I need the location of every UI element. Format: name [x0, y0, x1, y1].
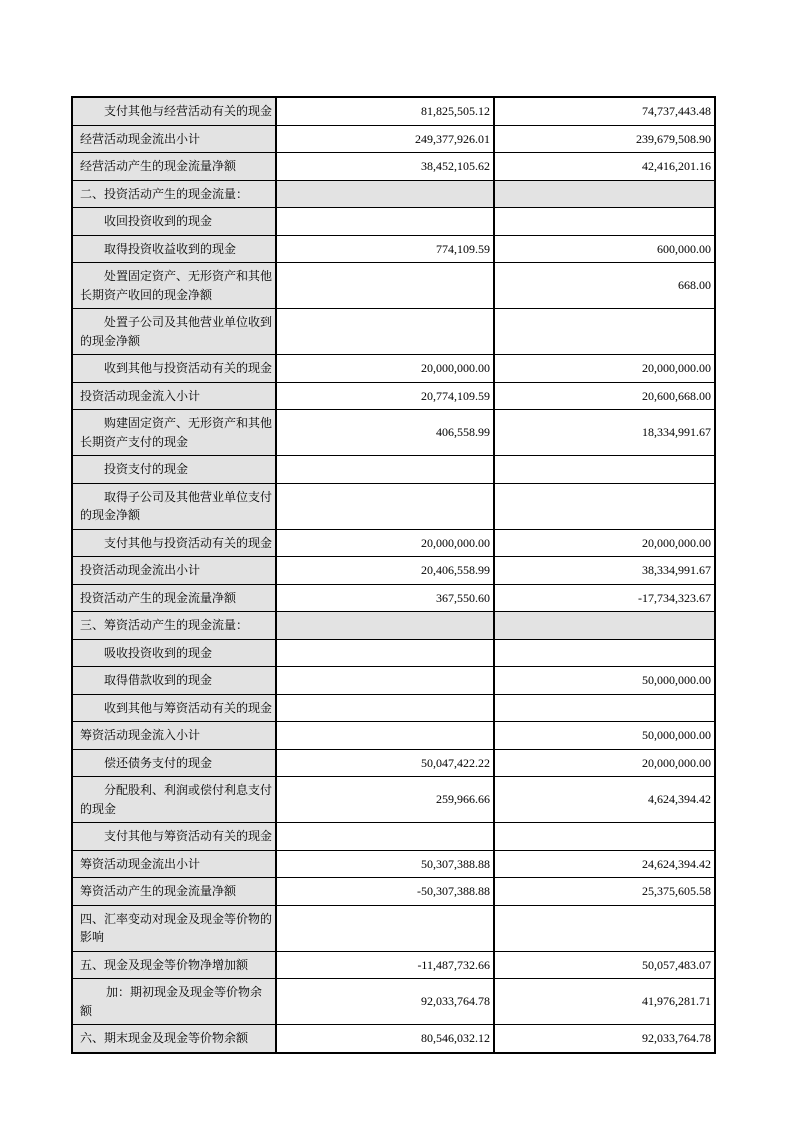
- amount-cell-prior: 20,600,668.00: [494, 382, 715, 410]
- table-row: [72, 584, 715, 612]
- row-label-cell: 加：期初现金及现金等价物余额: [72, 979, 276, 1025]
- row-label-cell: 投资活动产生的现金流量净额: [72, 584, 276, 612]
- amount-cell-current: [276, 823, 494, 851]
- table-row: [72, 1025, 715, 1053]
- row-label-cell: 四、汇率变动对现金及现金等价物的影响: [72, 905, 276, 951]
- row-label-cell: 五、现金及现金等价物净增加额: [72, 951, 276, 979]
- amount-cell-current: 20,406,558.99: [276, 557, 494, 585]
- table-row: [72, 905, 715, 951]
- table-row: [72, 667, 715, 695]
- amount-cell-prior: [494, 823, 715, 851]
- amount-cell-prior: 600,000.00: [494, 235, 715, 263]
- amount-cell-prior: 24,624,394.42: [494, 850, 715, 878]
- row-label-cell: 收到其他与筹资活动有关的现金: [72, 694, 276, 722]
- amount-cell-prior: 38,334,991.67: [494, 557, 715, 585]
- amount-cell-prior: 42,416,201.16: [494, 153, 715, 181]
- amount-cell-prior: 4,624,394.42: [494, 777, 715, 823]
- row-label-cell: 处置固定资产、无形资产和其他长期资产收回的现金净额: [72, 263, 276, 309]
- amount-cell-current: 20,000,000.00: [276, 529, 494, 557]
- row-label-cell: 二、投资活动产生的现金流量：: [72, 180, 276, 208]
- amount-cell-current: [276, 309, 494, 355]
- amount-cell-prior: 239,679,508.90: [494, 125, 715, 153]
- amount-cell-prior: [494, 208, 715, 236]
- row-label-cell: 筹资活动产生的现金流量净额: [72, 878, 276, 906]
- row-label-cell: 投资活动现金流入小计: [72, 382, 276, 410]
- row-label-cell: 分配股利、利润或偿付利息支付的现金: [72, 777, 276, 823]
- amount-cell-current: 20,774,109.59: [276, 382, 494, 410]
- row-label-cell: 取得投资收益收到的现金: [72, 235, 276, 263]
- table-row: [72, 694, 715, 722]
- row-label-cell: 取得借款收到的现金: [72, 667, 276, 695]
- amount-cell-current: 80,546,032.12: [276, 1025, 494, 1053]
- amount-cell-current: 81,825,505.12: [276, 97, 494, 125]
- table-row: [72, 235, 715, 263]
- amount-cell-current: [276, 612, 494, 640]
- row-label-cell: 支付其他与筹资活动有关的现金: [72, 823, 276, 851]
- table-row: [72, 382, 715, 410]
- table-row: [72, 483, 715, 529]
- amount-cell-prior: 20,000,000.00: [494, 749, 715, 777]
- row-label-cell: 收到其他与投资活动有关的现金: [72, 355, 276, 383]
- table-row: [72, 878, 715, 906]
- amount-cell-prior: -17,734,323.67: [494, 584, 715, 612]
- table-row: [72, 355, 715, 383]
- amount-cell-current: 92,033,764.78: [276, 979, 494, 1025]
- amount-cell-prior: 20,000,000.00: [494, 529, 715, 557]
- cash-flow-table: [71, 96, 716, 1054]
- table-row: [72, 208, 715, 236]
- table-row: [72, 979, 715, 1025]
- amount-cell-current: [276, 180, 494, 208]
- amount-cell-current: [276, 639, 494, 667]
- table-row: [72, 309, 715, 355]
- amount-cell-current: [276, 483, 494, 529]
- amount-cell-prior: 92,033,764.78: [494, 1025, 715, 1053]
- table-row: [72, 410, 715, 456]
- row-label-cell: 筹资活动现金流入小计: [72, 722, 276, 750]
- amount-cell-current: 20,000,000.00: [276, 355, 494, 383]
- amount-cell-prior: [494, 639, 715, 667]
- amount-cell-current: [276, 456, 494, 484]
- amount-cell-prior: [494, 456, 715, 484]
- table-row: [72, 557, 715, 585]
- table-row: [72, 153, 715, 181]
- amount-cell-current: 367,550.60: [276, 584, 494, 612]
- row-label-cell: 处置子公司及其他营业单位收到的现金净额: [72, 309, 276, 355]
- amount-cell-current: [276, 208, 494, 236]
- amount-cell-current: [276, 722, 494, 750]
- amount-cell-current: -11,487,732.66: [276, 951, 494, 979]
- table-row: [72, 125, 715, 153]
- amount-cell-current: 50,307,388.88: [276, 850, 494, 878]
- table-row: [72, 456, 715, 484]
- amount-cell-current: [276, 667, 494, 695]
- table-row: [72, 850, 715, 878]
- amount-cell-current: 774,109.59: [276, 235, 494, 263]
- amount-cell-current: 38,452,105.62: [276, 153, 494, 181]
- amount-cell-prior: 50,057,483.07: [494, 951, 715, 979]
- table-row: [72, 97, 715, 125]
- row-label-cell: 三、筹资活动产生的现金流量：: [72, 612, 276, 640]
- amount-cell-current: [276, 263, 494, 309]
- amount-cell-prior: 18,334,991.67: [494, 410, 715, 456]
- table-row: [72, 529, 715, 557]
- amount-cell-prior: 50,000,000.00: [494, 722, 715, 750]
- amount-cell-prior: 668.00: [494, 263, 715, 309]
- amount-cell-current: 249,377,926.01: [276, 125, 494, 153]
- amount-cell-prior: [494, 612, 715, 640]
- amount-cell-current: 50,047,422.22: [276, 749, 494, 777]
- amount-cell-prior: 20,000,000.00: [494, 355, 715, 383]
- amount-cell-prior: 74,737,443.48: [494, 97, 715, 125]
- amount-cell-current: 259,966.66: [276, 777, 494, 823]
- amount-cell-prior: 41,976,281.71: [494, 979, 715, 1025]
- cash-flow-table-body: [72, 97, 715, 1053]
- row-label-cell: 经营活动现金流出小计: [72, 125, 276, 153]
- row-label-cell: 筹资活动现金流出小计: [72, 850, 276, 878]
- amount-cell-prior: 25,375,605.58: [494, 878, 715, 906]
- table-row: [72, 749, 715, 777]
- table-row: [72, 180, 715, 208]
- table-row: [72, 951, 715, 979]
- amount-cell-prior: [494, 483, 715, 529]
- table-row: [72, 263, 715, 309]
- amount-cell-current: [276, 905, 494, 951]
- amount-cell-prior: [494, 905, 715, 951]
- row-label-cell: 收回投资收到的现金: [72, 208, 276, 236]
- row-label-cell: 购建固定资产、无形资产和其他长期资产支付的现金: [72, 410, 276, 456]
- row-label-cell: 投资活动现金流出小计: [72, 557, 276, 585]
- table-row: [72, 823, 715, 851]
- table-row: [72, 639, 715, 667]
- row-label-cell: 六、期末现金及现金等价物余额: [72, 1025, 276, 1053]
- table-row: [72, 777, 715, 823]
- amount-cell-current: 406,558.99: [276, 410, 494, 456]
- row-label-cell: 投资支付的现金: [72, 456, 276, 484]
- table-row: [72, 722, 715, 750]
- amount-cell-prior: [494, 309, 715, 355]
- amount-cell-prior: [494, 694, 715, 722]
- table-row: [72, 612, 715, 640]
- row-label-cell: 偿还债务支付的现金: [72, 749, 276, 777]
- row-label-cell: 取得子公司及其他营业单位支付的现金净额: [72, 483, 276, 529]
- row-label-cell: 吸收投资收到的现金: [72, 639, 276, 667]
- amount-cell-prior: [494, 180, 715, 208]
- amount-cell-prior: 50,000,000.00: [494, 667, 715, 695]
- amount-cell-current: -50,307,388.88: [276, 878, 494, 906]
- row-label-cell: 支付其他与投资活动有关的现金: [72, 529, 276, 557]
- amount-cell-current: [276, 694, 494, 722]
- row-label-cell: 经营活动产生的现金流量净额: [72, 153, 276, 181]
- row-label-cell: 支付其他与经营活动有关的现金: [72, 97, 276, 125]
